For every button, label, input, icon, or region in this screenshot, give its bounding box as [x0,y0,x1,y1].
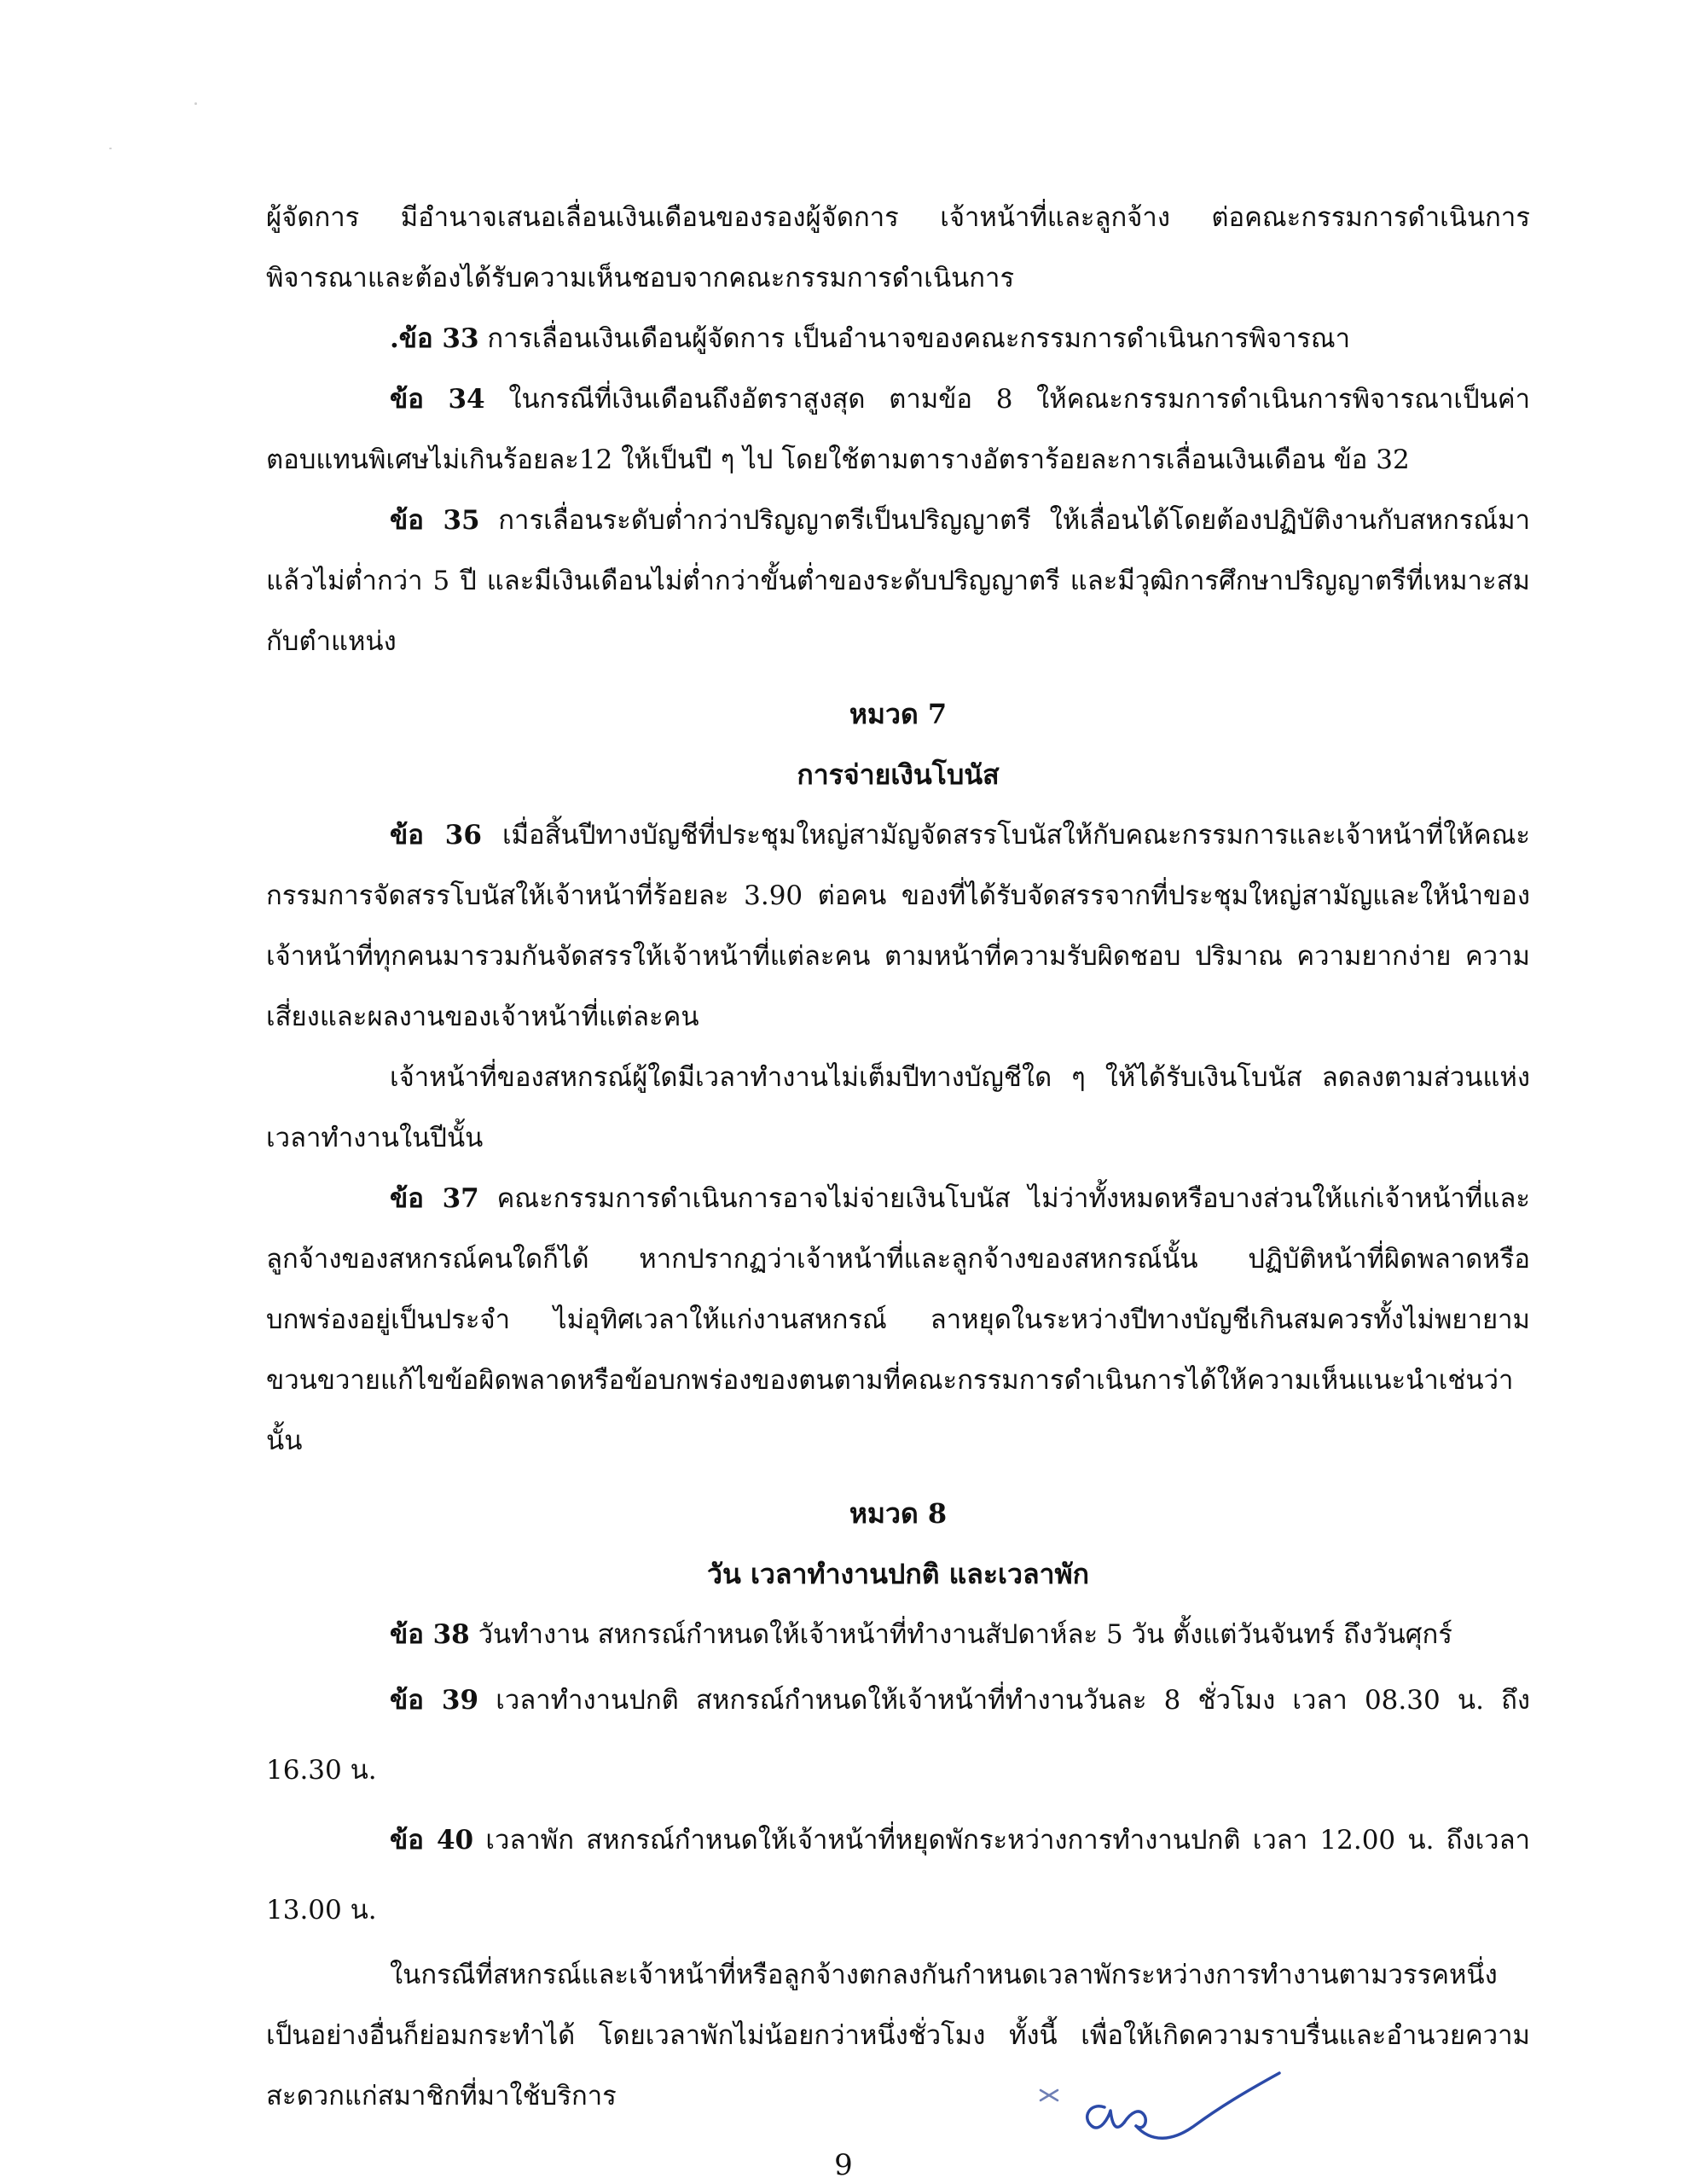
paragraph-manager-authority [266,188,1530,309]
section-8-title: วัน เวลาทำงานปกติ และเวลาพัก [707,1558,1089,1590]
section-7-title: การจ่ายเงินโบนัส [797,758,1000,791]
clause-label: ข้อ 40 [390,1825,474,1856]
spacer [266,672,1530,684]
clause-text: การเลื่อนเงินเดือนผู้จัดการ เป็นอำนาจของคณะกรรมการดำเนินการพิจารณา [478,323,1351,354]
paragraph-bonus-proration [266,1048,1530,1169]
clause-33 [266,309,1530,369]
scan-speck [194,102,197,105]
clause-text: การเลื่อนระดับต่ำกว่าปริญญาตรีเป็นปริญญาตรี ให้เลื่อนได้โดยต้องปฏิบัติงานกับสหกรณ์มาแล้วไม่ต่ำกว่า 5 ปี และมีเงินเดือนไม่ต่ำกว่าขั้นต่ำของระดับปริญญาตรี และมีวุฒิการศึกษาปริญญาตรีที่เหมาะสมกับตำแหน่ง [266,505,1530,657]
clause-text: เวลาทำงานปกติ สหกรณ์กำหนดให้เจ้าหน้าที่ทำงานวันละ 8 ชั่วโมง เวลา 08.30 น. ถึง 16.30 น. [266,1685,1530,1786]
section-7-number: หมวด 7 [849,698,948,730]
clause-label: ข้อ 37 [390,1183,479,1214]
clause-38 [266,1605,1530,1665]
clause-text: เวลาพัก สหกรณ์กำหนดให้เจ้าหน้าที่หยุดพักระหว่างการทำงานปกติ เวลา 12.00 น. ถึงเวลา 13.00 น. [266,1825,1530,1926]
scan-speck [109,148,112,149]
paragraph-text: ในกรณีที่สหกรณ์และเจ้าหน้าที่หรือลูกจ้างตกลงกันกำหนดเวลาพักระหว่างการทำงานตามวรรคหนึ่งเป็นอย่างอื่นก็ย่อมกระทำได้ โดยเวลาพักไม่น้อยกว่าหนึ่งชั่วโมง ทั้งนี้ เพื่อให้เกิดความราบรื่นและอำนวยความสะดวกแก่สมาชิกที่มาใช้บริการ [266,1960,1530,2111]
clause-label: ข้อ 35 [390,505,480,536]
clause-text: เมื่อสิ้นปีทางบัญชีที่ประชุมใหญ่สามัญจัดสรรโบนัสให้กับคณะกรรมการและเจ้าหน้าที่ให้คณะกรรมการจัดสรรโบนัสให้เจ้าหน้าที่ร้อยละ 3.90 ต่อคน ของที่ได้รับจัดสรรจากที่ประชุมใหญ่สามัญและให้นำของเจ้าหน้าที่ทุกคนมารวมกันจัดสรรให้เจ้าหน้าที่แต่ละคน ตามหน้าที่ความรับผิดชอบ ปริมาณ ความยากง่าย ความเสี่ยงและผลงานของเจ้าหน้าที่แต่ละคน [266,820,1530,1032]
clause-text: ในกรณีที่เงินเดือนถึงอัตราสูงสุด ตามข้อ 8 ให้คณะกรรมการดำเนินการพิจารณาเป็นค่าตอบแทนพิเศษไม่เกินร้อยละ12 ให้เป็นปี ๆ ไป โดยใช้ตามตารางอัตราร้อยละการเลื่อนเงินเดือน ข้อ 32 [266,384,1530,475]
clause-40 [266,1805,1530,1945]
clause-label: .ข้อ 33 [390,323,479,354]
paragraph-break-agreement [266,1945,1530,2127]
clause-35 [266,491,1530,672]
clause-36 [266,805,1530,1048]
page-number: 9 [834,2148,853,2182]
clause-text: คณะกรรมการดำเนินการอาจไม่จ่ายเงินโบนัส ไม่ว่าทั้งหมดหรือบางส่วนให้แก่เจ้าหน้าที่และลูกจ้างของสหกรณ์คนใดก็ได้ หากปรากฏว่าเจ้าหน้าที่และลูกจ้างของสหกรณ์นั้น ปฏิบัติหน้าที่ผิดพลาดหรือบกพร่องอยู่เป็นประจำ ไม่อุทิศเวลาให้แก่งานสหกรณ์ ลาหยุดในระหว่างปีทางบัญชีเกินสมควรทั้งไม่พยายามขวนขวายแก้ไขข้อผิดพลาดหรือข้อบกพร่องของตนตามที่คณะกรรมการดำเนินการได้ให้ความเห็นแนะนำเช่นว่านั้น [266,1183,1530,1456]
clause-text: วันทำงาน สหกรณ์กำหนดให้เจ้าหน้าที่ทำงานสัปดาห์ละ 5 วัน ตั้งแต่วันจันทร์ ถึงวันศุกร์ [469,1619,1452,1650]
section-8-number: หมวด 8 [849,1497,948,1530]
clause-label: ข้อ 38 [390,1619,470,1650]
clause-label: ข้อ 39 [390,1685,479,1716]
signature-icon [1023,2065,1296,2158]
spacer [266,1472,1530,1484]
clause-37 [266,1169,1530,1472]
clause-label: ข้อ 34 [390,384,485,415]
clause-34 [266,369,1530,491]
document-body [266,188,1530,2127]
paragraph-text: เจ้าหน้าที่ของสหกรณ์ผู้ใดมีเวลาทำงานไม่เต็มปีทางบัญชีใด ๆ ให้ได้รับเงินโบนัส ลดลงตามส่วนแห่งเวลาทำงานในปีนั้น [266,1062,1530,1153]
clause-39 [266,1665,1530,1805]
clause-label: ข้อ 36 [390,820,482,851]
paragraph-text: ผู้จัดการ มีอำนาจเสนอเลื่อนเงินเดือนของรองผู้จัดการ เจ้าหน้าที่และลูกจ้าง ต่อคณะกรรมการดำเนินการพิจารณาและต้องได้รับความเห็นชอบจากคณะกรรมการดำเนินการ [266,202,1530,293]
